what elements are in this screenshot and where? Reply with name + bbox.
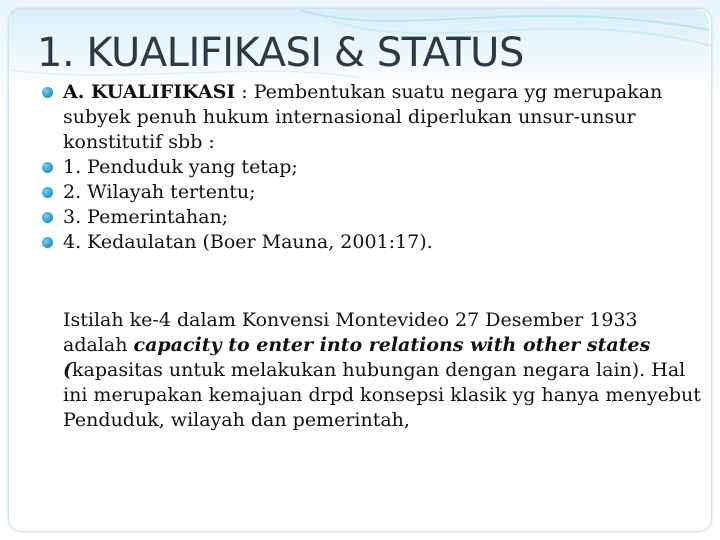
bullet-dot-icon — [42, 237, 53, 248]
slide-title: 1. KUALIFIKASI & STATUS — [37, 30, 524, 76]
bullet-item-wilayah — [40, 180, 700, 205]
bullet-item-kedaulatan — [40, 230, 700, 255]
bullet-dot-icon — [42, 162, 53, 173]
bullet-text: 2. Wilayah tertentu; — [63, 181, 256, 203]
note-emphasis: capacity to enter into relations with other states ( — [63, 334, 651, 381]
bullet-list — [40, 80, 700, 255]
bullet-dot-icon — [42, 212, 53, 223]
note-text: Istilah ke-4 dalam Konvensi Montevideo 27 Desember 1933 adalah — [63, 309, 638, 356]
note-paragraph — [63, 308, 703, 433]
bullet-text: 4. Kedaulatan (Boer Mauna, 2001:17). — [63, 231, 433, 253]
bullet-lead: A. KUALIFIKASI — [63, 81, 236, 103]
bullet-item-pemerintahan — [40, 205, 700, 230]
bullet-item-penduduk — [40, 155, 700, 180]
bullet-dot-icon — [42, 187, 53, 198]
note-text-continued: kapasitas untuk melakukan hubungan dengan negara lain). Hal ini merupakan kemajuan drpd konsepsi klasik yg hanya menyebut Penduduk, wilayah dan pemerintah, — [63, 359, 701, 431]
bullet-text: : Pembentukan suatu negara yg merupakan subyek penuh hukum internasional diperlukan unsur-unsur konstitutif sbb : — [63, 81, 663, 153]
bullet-text: 3. Pemerintahan; — [63, 206, 229, 228]
bullet-item-kualifikasi — [40, 80, 700, 155]
bullet-text: 1. Penduduk yang tetap; — [63, 156, 298, 178]
bullet-dot-icon — [42, 87, 53, 98]
